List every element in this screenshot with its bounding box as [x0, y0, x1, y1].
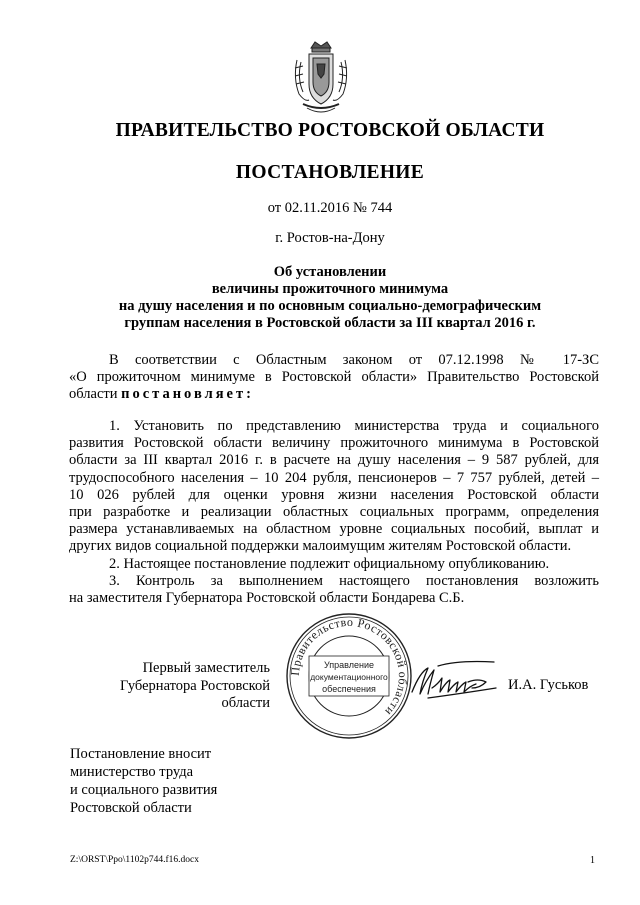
authority-title: ПРАВИТЕЛЬСТВО РОСТОВСКОЙ ОБЛАСТИ: [115, 120, 545, 141]
page-number: 1: [590, 855, 595, 866]
item-1-line: 10 026 рублей для оценки уровня жизни населения Ростовской области: [69, 486, 599, 503]
official-stamp: [285, 612, 413, 740]
item-1-line: других видов социальной поддержки малоимущим жителям Ростовской области.: [69, 538, 572, 555]
decree-items: [69, 418, 599, 607]
signer-name: И.А. Гуськов: [508, 677, 589, 693]
stamp-inner-line: обеспечения: [322, 684, 376, 694]
date-number: от 02.11.2016 № 744: [267, 200, 393, 216]
preamble: [69, 352, 599, 404]
item-1-line: трудоспособного населения – 10 204 рубля, пенсионеров – 7 757 рублей, детей –: [69, 469, 599, 486]
stamp-inner-line: документационного: [310, 672, 388, 682]
document-type: ПОСТАНОВЛЕНИЕ: [235, 162, 425, 183]
signer-position-line: Губернатора Ростовской области: [120, 677, 270, 711]
item-2-line: 2. Настоящее постановление подлежит официальному опубликованию.: [109, 555, 550, 572]
submitted-by-line: Постановление вносит: [70, 746, 212, 762]
coat-of-arms-icon: [289, 38, 353, 118]
item-3-line: на заместителя Губернатора Ростовской области Бондарева С.Б.: [69, 590, 465, 607]
preamble-line: [69, 386, 599, 403]
document-subject: [60, 264, 600, 332]
city: г. Ростов-на-Дону: [275, 230, 385, 246]
submitted-by-line: и социального развития: [70, 782, 218, 798]
item-3-line: 3. Контроль за выполнением настоящего постановления возложить: [109, 572, 599, 589]
signer-position: [70, 660, 270, 713]
preamble-prefix: области: [69, 386, 118, 403]
preamble-line: «О прожиточном минимуме в Ростовской области» Правительство Ростовской: [69, 369, 599, 386]
item-1-line: области за III квартал 2016 г. в расчете на душу населения – 9 587 рублей, для: [69, 452, 599, 469]
preamble-line: В соответствии с Областным законом от 07.12.1998 № 17-ЗС: [109, 352, 599, 368]
stamp-outer-text: Правительство Ростовской области: [287, 614, 411, 719]
item-1-line: 1. Установить по представлению министерства труда и социального: [109, 418, 599, 434]
subject-line: группам населения в Ростовской области за III квартал 2016 г.: [124, 315, 536, 331]
submitted-by: [70, 745, 217, 817]
subject-line: на душу населения и по основным социально-демографическим: [118, 298, 542, 314]
handwritten-signature: [408, 658, 500, 708]
stamp-inner-line: Управление: [323, 660, 375, 670]
item-1-line: развития Ростовской области величину прожиточного минимума в Ростовской: [69, 435, 599, 452]
subject-line: Об установлении: [273, 264, 387, 280]
item-1-line: размера устанавливаемых на областном уровне социальных пособий, выплат и: [69, 521, 599, 538]
submitted-by-line: Ростовской области: [70, 800, 192, 816]
item-1-line: при разработке и реализации областных социальных программ, определения: [69, 504, 599, 521]
signer-position-line: Первый заместитель: [142, 660, 270, 676]
file-path: Z:\ORST\Ppo\1102p744.f16.docx: [70, 855, 199, 865]
decree-word: постановляет:: [121, 386, 254, 403]
subject-line: величины прожиточного минимума: [211, 281, 449, 297]
submitted-by-line: министерство труда: [70, 764, 194, 780]
